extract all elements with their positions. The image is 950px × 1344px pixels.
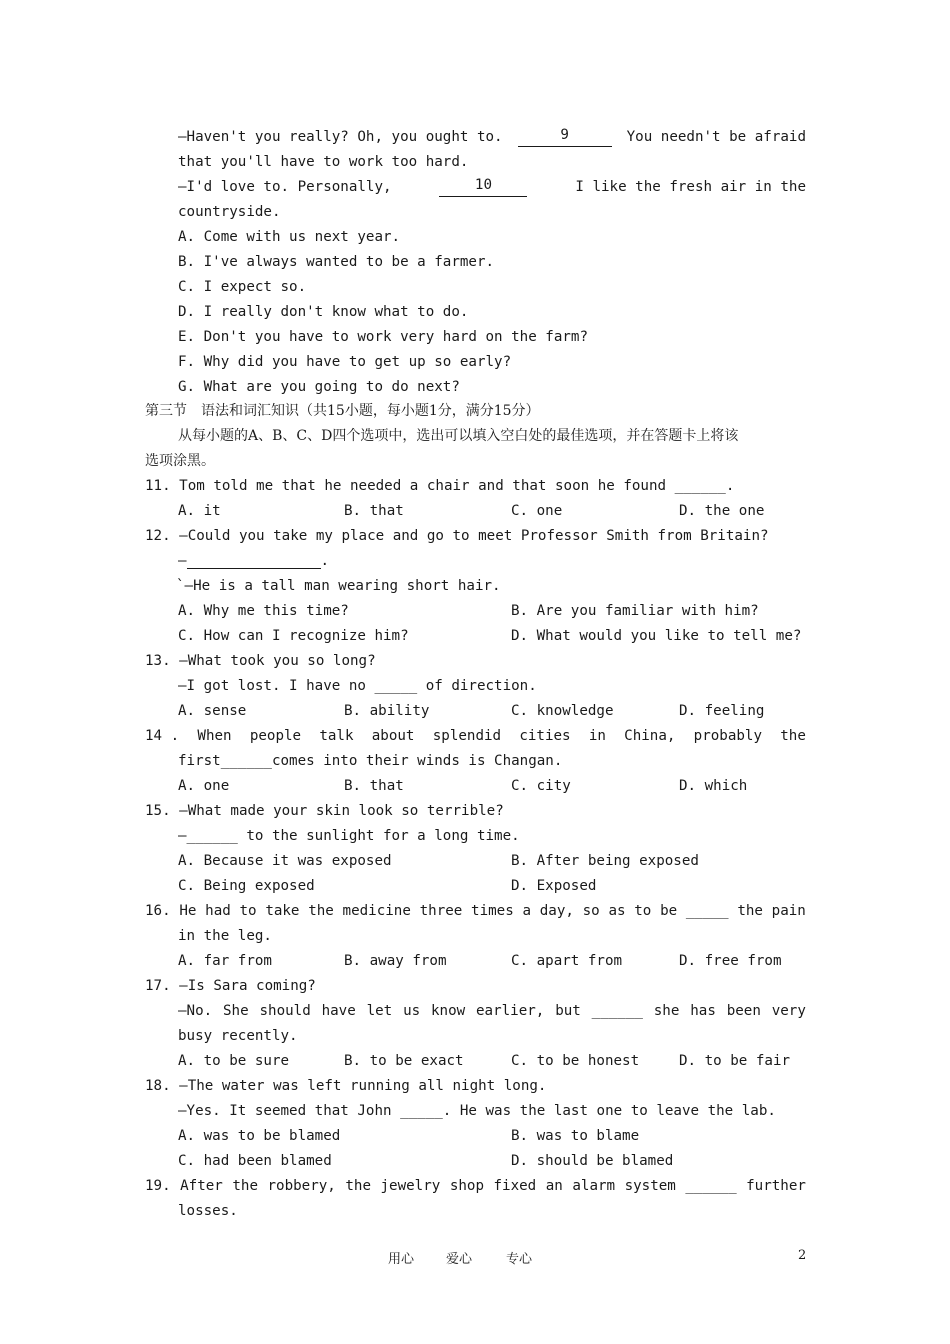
option-d: D. What would you like to tell me?	[511, 628, 802, 644]
option-c: C. one	[511, 503, 563, 519]
word: very	[771, 1003, 806, 1019]
word: China,	[624, 728, 676, 744]
word: the	[780, 728, 806, 744]
question-15-reply: —______ to the sunlight for a long time.	[178, 828, 520, 844]
word: as	[608, 903, 626, 919]
question-17-reply	[178, 1001, 806, 1021]
word: ______	[591, 1003, 643, 1019]
dialog-option: G. What are you going to do next?	[178, 379, 460, 395]
option-c: C. had been blamed	[178, 1153, 332, 1169]
word: fixed	[493, 1178, 537, 1194]
option-a: A. Why me this time?	[178, 603, 349, 619]
question-16-line-2: in the leg.	[178, 928, 272, 944]
option-b: B. away from	[344, 953, 447, 969]
option-b: B. was to blame	[511, 1128, 640, 1144]
word: alarm	[572, 1178, 616, 1194]
option-b: B. that	[344, 778, 404, 794]
word: cities	[519, 728, 571, 744]
word: He	[179, 903, 197, 919]
word: shop	[449, 1178, 484, 1194]
question-16-stem	[145, 901, 806, 921]
question-17-line-3: busy recently.	[178, 1028, 298, 1044]
word: the	[345, 1178, 371, 1194]
option-c: C. apart from	[511, 953, 623, 969]
question-14-line-2: first______comes into their winds is Changan.	[178, 753, 563, 769]
word: earlier,	[476, 1003, 545, 1019]
dialog-text: You needn't be afraid	[626, 129, 806, 145]
dialog-option: E. Don't you have to work very hard on the farm?	[178, 329, 588, 345]
dialog-option: C. I expect so.	[178, 279, 307, 295]
option-c: C. knowledge	[511, 703, 614, 719]
word: times	[471, 903, 514, 919]
word: an	[545, 1178, 563, 1194]
word: take	[265, 903, 300, 919]
option-a: A. one	[178, 778, 230, 794]
word: know	[431, 1003, 466, 1019]
word: so	[582, 903, 600, 919]
word: 14 .	[145, 728, 180, 744]
dialog-line-1	[178, 127, 806, 147]
word: ______	[685, 1178, 737, 1194]
option-d: D. feeling	[679, 703, 765, 719]
word: she	[653, 1003, 680, 1019]
dialog-option: F. Why did you have to get up so early?	[178, 354, 512, 370]
dialog-text: I like the fresh air in the	[575, 179, 806, 195]
option-d: D. the one	[679, 503, 765, 519]
word: the	[737, 903, 763, 919]
question-17-stem: 17. —Is Sara coming?	[145, 978, 316, 994]
option-d: D. free from	[679, 953, 782, 969]
question-15-stem: 15. —What made your skin look so terrible?	[145, 803, 504, 819]
word: us	[403, 1003, 421, 1019]
option-b: B. to be exact	[344, 1053, 464, 1069]
word: 19.	[145, 1178, 171, 1194]
word: After	[180, 1178, 223, 1194]
word: pain	[771, 903, 806, 919]
option-d: D. should be blamed	[511, 1153, 674, 1169]
word: should	[259, 1003, 311, 1019]
dialog-line-4: countryside.	[178, 204, 281, 220]
answer-blank	[187, 554, 321, 569]
dialog-text: —I'd love to. Personally,	[178, 179, 392, 195]
question-18-reply: —Yes. It seemed that John _____. He was the last one to leave the lab.	[178, 1103, 776, 1119]
word: When	[197, 728, 232, 744]
question-11-stem: 11. Tom told me that he needed a chair and that soon he found ______.	[145, 478, 735, 494]
word: in	[588, 728, 606, 744]
word: people	[249, 728, 302, 744]
word: three	[419, 903, 463, 919]
option-b: B. Are you familiar with him?	[511, 603, 759, 619]
option-a: A. was to be blamed	[178, 1128, 341, 1144]
option-c: C. city	[511, 778, 571, 794]
option-a: A. it	[178, 503, 221, 519]
word: jewelry	[380, 1178, 441, 1194]
question-13-stem: 13. —What took you so long?	[145, 653, 376, 669]
word: medicine	[342, 903, 411, 919]
answer-blank-9: 9	[518, 127, 612, 147]
option-d: D. which	[679, 778, 748, 794]
dialog-option: A. Come with us next year.	[178, 229, 401, 245]
period: .	[320, 553, 330, 569]
section-instruction: 从每小题的A、B、C、D四个选项中，选出可以填入空白处的最佳选项，并在答题卡上将该	[178, 428, 739, 444]
question-14-stem	[145, 726, 806, 746]
dialog-option: D. I really don't know what to do.	[178, 304, 469, 320]
option-b: B. ability	[344, 703, 430, 719]
word: She	[223, 1003, 249, 1019]
word: system	[624, 1178, 676, 1194]
word: day,	[539, 903, 574, 919]
word: the	[308, 903, 334, 919]
option-a: A. Because it was exposed	[178, 853, 392, 869]
dialog-line-3	[178, 177, 806, 197]
word: probably	[693, 728, 763, 744]
dialog-option: B. I've always wanted to be a farmer.	[178, 254, 495, 270]
answer-blank-10: 10	[439, 177, 527, 197]
word: a	[522, 903, 532, 919]
word: _____	[685, 903, 729, 919]
question-13-reply: —I got lost. I have no _____ of direction.	[178, 678, 537, 694]
option-d: D. Exposed	[511, 878, 597, 894]
section-title: 第三节 语法和词汇知识（共15小题，每小题1分，满分15分）	[145, 403, 540, 419]
word: 16.	[145, 903, 171, 919]
word: let	[366, 1003, 393, 1019]
question-12-answer-line	[178, 551, 329, 571]
option-a: A. to be sure	[178, 1053, 290, 1069]
word: to	[634, 903, 652, 919]
footer-motto: 专心	[506, 1252, 533, 1267]
word: the	[232, 1178, 258, 1194]
question-19-stem	[145, 1176, 806, 1196]
word: about	[371, 728, 415, 744]
word: have	[321, 1003, 356, 1019]
word: be	[660, 903, 678, 919]
option-c: C. How can I recognize him?	[178, 628, 409, 644]
dialog-line-2: that you'll have to work too hard.	[178, 154, 469, 170]
option-a: A. sense	[178, 703, 247, 719]
footer-motto: 用心	[388, 1252, 415, 1267]
option-b: B. that	[344, 503, 404, 519]
question-19-line-2: losses.	[178, 1203, 238, 1219]
word: been	[726, 1003, 761, 1019]
word: had	[205, 903, 231, 919]
section-instruction: 选项涂黑。	[145, 453, 215, 469]
option-b: B. After being exposed	[511, 853, 699, 869]
word: further	[746, 1178, 806, 1194]
word: talk	[319, 728, 354, 744]
word: splendid	[432, 728, 502, 744]
word: to	[239, 903, 257, 919]
word: robbery,	[267, 1178, 336, 1194]
option-c: C. Being exposed	[178, 878, 315, 894]
dialog-text: —Haven't you really? Oh, you ought to.	[178, 129, 503, 145]
option-c: C. to be honest	[511, 1053, 640, 1069]
question-12-reply: `—He is a tall man wearing short hair.	[176, 578, 501, 594]
question-12-stem: 12. —Could you take my place and go to meet Professor Smith from Britain?	[145, 528, 769, 544]
word: but	[555, 1003, 581, 1019]
word: —No.	[178, 1003, 213, 1019]
question-18-stem: 18. —The water was left running all night long.	[145, 1078, 547, 1094]
option-a: A. far from	[178, 953, 272, 969]
page-number: 2	[798, 1248, 807, 1263]
option-d: D. to be fair	[679, 1053, 791, 1069]
footer-motto: 爱心	[446, 1252, 473, 1267]
dash: —	[178, 553, 187, 569]
word: has	[690, 1003, 716, 1019]
